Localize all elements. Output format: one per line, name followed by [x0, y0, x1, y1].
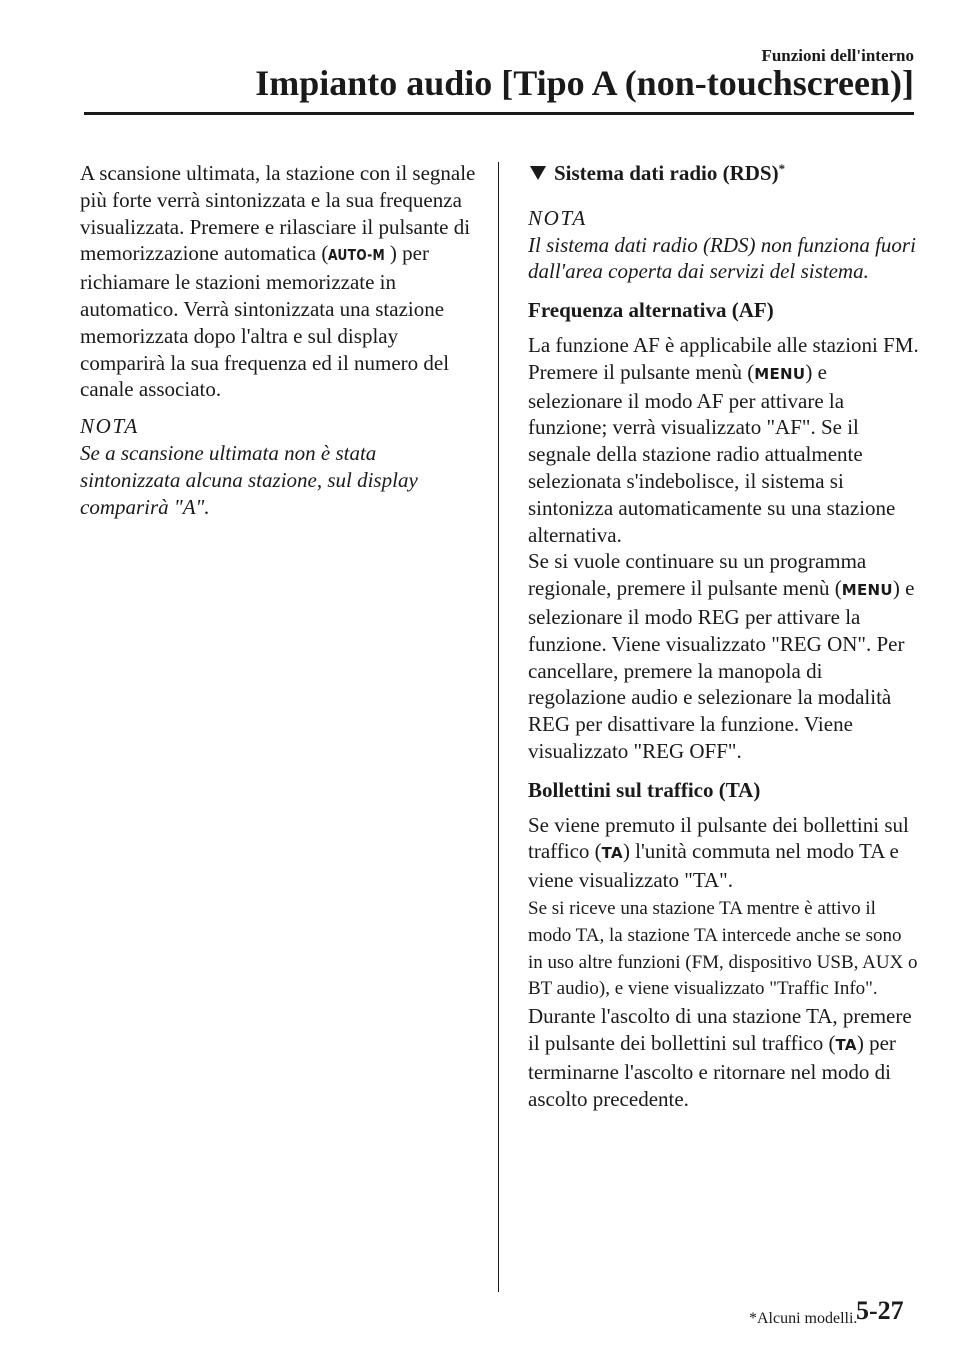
section-label: Funzioni dell'interno: [761, 46, 914, 65]
right-column: [528, 160, 920, 1120]
ta-button-label: TA: [601, 844, 623, 863]
note-text: Se a scansione ultimata non è stata sintonizzata alcuna stazione, sul display comparirà "A".: [80, 440, 418, 519]
menu-button-label: MENU: [754, 364, 806, 383]
menu-button-label: MENU: [841, 581, 893, 600]
rds-heading: Sistema dati radio (RDS)*: [528, 160, 920, 187]
af-title: Frequenza alternativa (AF): [528, 298, 774, 323]
af-paragraph: La funzione AF è applicabile alle stazioni FM. Premere il pulsante menù (MENU) e selezionare il modo AF per attivare la funzione; verrà visualizzato "AF". Se il segnale della stazione radio attualmente selezionata s'indebolisce, il sistema si sintonizza automaticamente su una stazione alternativa.: [528, 332, 919, 547]
chapter-title: Impianto audio [Tipo A (non-touchscreen)]: [255, 63, 914, 103]
left-column: [80, 160, 480, 520]
ta-button-label: TA: [835, 1035, 857, 1054]
ta-info-paragraph: Se si riceve una stazione TA mentre è attivo il modo TA, la stazione TA intercede anche se sono in uso altre funzioni (FM, dispositivo USB, AUX o BT audio), e viene visualizzato "Traffic Info".: [528, 897, 918, 1000]
reg-paragraph: Se si vuole continuare su un programma regionale, premere il pulsante menù (MENU) e selezionare il modo REG per attivare la funzione. Viene visualizzato "REG ON". Per cancellare, premere la manopola di regolazione audio e selezionare la modalità REG per disattivare la funzione. Viene visualizzato "REG OFF".: [528, 549, 915, 763]
page-number: 5-27: [856, 1296, 904, 1325]
footnote: *Alcuni modelli.: [749, 1310, 858, 1327]
ta-end-paragraph: Durante l'ascolto di una stazione TA, premere il pulsante dei bollettini sul traffico (TA) per terminarne l'ascolto e ritornare nel modo di ascolto precedente.: [528, 1004, 912, 1111]
rds-note-text: Il sistema dati radio (RDS) non funziona fuori dall'area coperta dai servizi del sistema.: [528, 232, 916, 284]
auto-m-button-label: AUTO-M: [328, 246, 386, 265]
scan-paragraph: A scansione ultimata, la stazione con il segnale più forte verrà sintonizzata e la sua frequenza visualizzata. Premere e rilasciare il pulsante di memorizzazione automatica (AUTO-M ) per richiamare le stazioni memorizzate in automatico. Verrà sintonizzata una stazione memorizzata dopo l'altra e sul display comparirà la sua frequenza ed il numero del canale associato.: [80, 161, 476, 402]
triangle-down-icon: [530, 166, 546, 180]
rds-note-label: NOTA: [528, 205, 587, 230]
footnote-mark: *: [778, 161, 786, 176]
ta-paragraph: Se viene premuto il pulsante dei bollettini sul traffico (TA) l'unità commuta nel modo TA e viene visualizzato "TA".: [528, 812, 909, 893]
header-rule: [84, 112, 914, 115]
ta-title: Bollettini sul traffico (TA): [528, 777, 761, 802]
column-divider: [498, 162, 499, 1292]
note-label: NOTA: [80, 414, 139, 439]
